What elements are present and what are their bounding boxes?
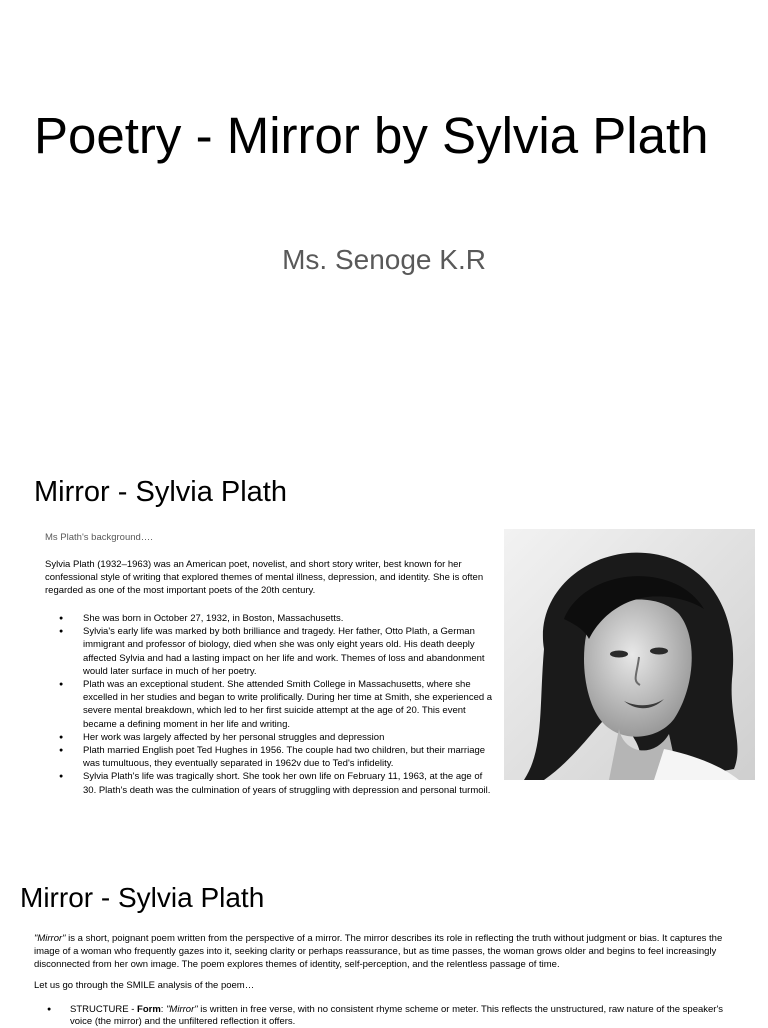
presentation-title: Poetry - Mirror by Sylvia Plath — [34, 107, 709, 164]
poem-description — [34, 932, 734, 972]
analysis-list — [34, 1004, 734, 1028]
presentation-subtitle: Ms. Senoge K.R — [282, 244, 486, 275]
portrait-photo — [504, 529, 755, 780]
poem-title-italic: "Mirror" — [166, 1004, 198, 1015]
title-slide — [0, 0, 768, 440]
list-item: ● Plath married English poet Ted Hughes in 1956. The couple had two children, but their marriage was tumultuous, they eventually separated in 1962v due to Ted's infidelity. — [45, 744, 495, 770]
background-label: Ms Plath's background…. — [45, 532, 153, 543]
slide-title: Mirror - Sylvia Plath — [34, 476, 287, 508]
poem-title-italic: "Mirror" — [34, 933, 66, 944]
structure-text: is written in free verse, with no consistent rhyme scheme or meter. This reflects the unstructured, raw nature of the speaker's voice (the mirror) and the unfiltered reflection it offers. — [70, 1004, 724, 1027]
smile-intro: Let us go through the SMILE analysis of the poem… — [34, 980, 255, 991]
biography-paragraph: Sylvia Plath (1932–1963) was an American poet, novelist, and short story writer, best known for her confessional style of writing that explored themes of mental illness, depression, and identity. She is often regarded as one of the most important poets of the 20th century. — [45, 559, 484, 596]
portrait-illustration — [504, 529, 755, 780]
list-item: ● She was born in October 27, 1932, in Boston, Massachusetts. — [45, 612, 495, 625]
list-item — [34, 1004, 734, 1028]
list-item: ● Her work was largely affected by her personal struggles and depression — [45, 731, 495, 744]
list-item: ● Plath was an exceptional student. She attended Smith College in Massachusetts, where she excelled in her studies and began to write prolifically. During her time at Smith, she experienced a severe mental breakdown, which led to her first suicide attempt at the age of 20. This event became a defining moment in her life and writing. — [45, 678, 495, 731]
poem-overview-slide — [0, 860, 768, 1027]
list-item: ● Sylvia's early life was marked by both brilliance and tragedy. Her father, Otto Plath, a German immigrant and professor of biology, died when she was only eight years old. His death deeply affected Sylvia and had a lasting impact on her life and work. Themes of loss and abandonment would later surface in much of her poetry. — [45, 625, 495, 678]
form-colon: : — [160, 1004, 167, 1015]
poem-description-text: is a short, poignant poem written from the perspective of a mirror. The mirror describes its role in reflecting the truth without judgment or bias. It captures the image of a woman who frequently gazes into it, seeking clarity or perhaps reassurance, but as time passes, the woman grows older and begins to feel increasingly disconnected from her own image. The poem explores themes of identity, self-perception, and the relentless passage of time. — [34, 933, 723, 971]
biography-list — [45, 612, 495, 797]
list-item: ● Sylvia Plath's life was tragically short. She took her own life on February 11, 1963, at the age of 30. Plath's death was the culmination of years of struggling with depression and personal turmoil. — [45, 770, 495, 796]
background-slide — [0, 440, 768, 840]
form-label: Form — [137, 1004, 161, 1015]
structure-prefix: STRUCTURE - — [70, 1004, 138, 1015]
slide-title: Mirror - Sylvia Plath — [20, 882, 265, 913]
